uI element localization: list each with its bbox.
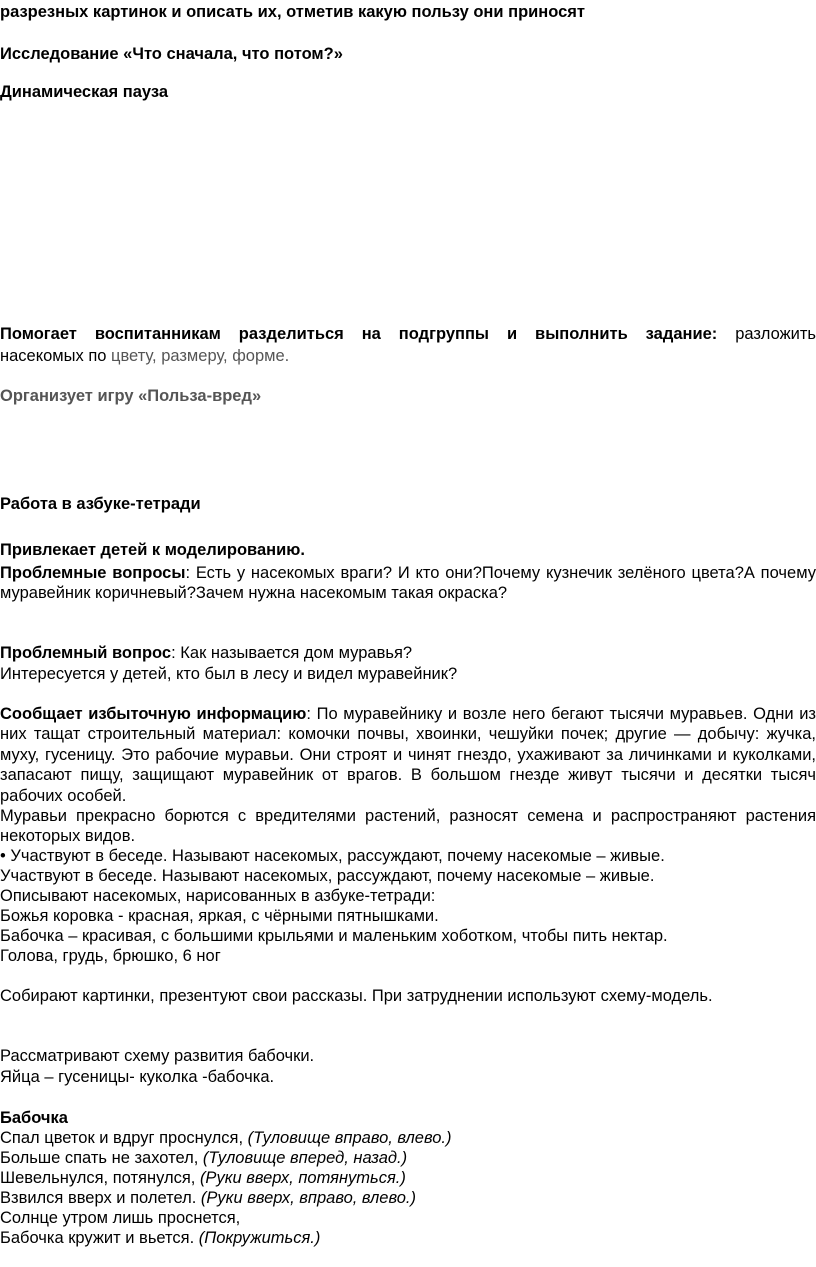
poem-line <box>0 1128 816 1148</box>
poem-line-action: (Руки вверх, потянуться.) <box>199 1169 406 1187</box>
subgroups-bold: Помогает воспитанникам разделиться на подгруппы и выполнить задание: <box>0 325 718 343</box>
heading-research: Исследование «Что сначала, что потом?» <box>0 45 343 63</box>
children-line: Бабочка – красивая, с большими крыльями и маленьким хоботком, чтобы пить нектар. <box>0 927 668 945</box>
poem-line-action: (Покружиться.) <box>198 1229 321 1247</box>
children-line: Собирают картинки, презентуют свои рассказы. При затруднении используют схему-модель. <box>0 987 713 1005</box>
children-line: Участвуют в беседе. Называют насекомых, рассуждают, почему насекомые – живые. <box>0 867 655 885</box>
poem-line <box>0 1148 816 1168</box>
children-line: Рассматривают схему развития бабочки. <box>0 1047 315 1065</box>
children-line: Описывают насекомых, нарисованных в азбуке-тетради: <box>0 887 436 905</box>
poem-line-text: Спал цветок и вдруг проснулся, <box>0 1129 248 1147</box>
extra-info-label: Сообщает избыточную информацию <box>0 705 307 723</box>
poem-line-text: Шевельнулся, потянулся, <box>0 1169 200 1187</box>
problem-question-label: Проблемный вопрос <box>0 644 172 662</box>
heading-dynamic-pause: Динамическая пауза <box>0 83 169 101</box>
subgroups-text: насекомых по <box>0 347 112 365</box>
children-line: Яйца – гусеницы- куколка -бабочка. <box>0 1068 275 1086</box>
extra-info-text: : По муравейнику и возле него бегают тысячи муравьев. Одни из них тащат строительный материал: комочки почвы, хвоинки, чешуйки почек; другие — добычу: жучка, муху, гусеницу. Это рабочие муравьи. Они строят и чинят гнездо, ухаживают за личинками и куколками, запасают пищу, защищают муравейник от врагов. В большом гнезде живут тысячи и десятки тысяч рабочих особей. <box>0 705 816 805</box>
text-line: разрезных картинок и описать их, отметив какую пользу они приносят <box>0 3 586 21</box>
poem-line-text: Бабочка кружит и вьется. <box>0 1229 199 1247</box>
heading-workbook: Работа в азбуке-тетради <box>0 495 201 513</box>
poem-line <box>0 1228 816 1248</box>
bullet-icon: • <box>0 847 6 865</box>
modeling-text: Привлекает детей к моделированию. <box>0 541 305 559</box>
problem-question-line <box>0 643 816 663</box>
subgroups-text: разложить <box>717 325 816 343</box>
poem-line-text: Взвился вверх и полетел. <box>0 1189 201 1207</box>
subgroups-paragraph-line2 <box>0 346 816 366</box>
heading-game: Организует игру «Польза-вред» <box>0 387 262 405</box>
children-line <box>0 846 816 866</box>
children-line: Голова, грудь, брюшко, 6 ног <box>0 947 221 965</box>
poem-line <box>0 1188 816 1208</box>
children-line: Божья коровка - красная, яркая, с чёрными пятнышками. <box>0 907 439 925</box>
extra-info-paragraph <box>0 704 816 806</box>
poem-title: Бабочка <box>0 1109 68 1127</box>
problem-questions-label: Проблемные вопросы <box>0 564 186 582</box>
poem-line-action: (Руки вверх, вправо, влево.) <box>200 1189 416 1207</box>
extra-info-paragraph-2: Муравьи прекрасно борются с вредителями растений, разносят семена и распространяют растения некоторых видов. <box>0 807 816 846</box>
problem-question-followup: Интересуется у детей, кто был в лесу и видел муравейник? <box>0 665 458 683</box>
poem-line-text: Солнце утром лишь проснется, <box>0 1209 241 1227</box>
children-text: Участвуют в беседе. Называют насекомых, рассуждают, почему насекомые – живые. <box>5 847 665 865</box>
subgroups-criteria: цвету, размеру, форме. <box>111 347 290 365</box>
poem-line <box>0 1168 816 1188</box>
poem-line <box>0 1208 816 1228</box>
poem-line-action: (Туловище вперед, назад.) <box>202 1149 408 1167</box>
problem-questions-text: : Есть у насекомых враги? И кто они?Почему кузнечик зелёного цвета?А почему муравейник коричневый?Зачем нужна насекомым такая окраска? <box>0 564 816 603</box>
poem-line-text: Больше спать не захотел, <box>0 1149 203 1167</box>
problem-questions-paragraph <box>0 563 816 604</box>
poem-line-action: (Туловище вправо, влево.) <box>247 1129 452 1147</box>
problem-question-text: : Как называется дом муравья? <box>171 644 413 662</box>
subgroups-paragraph-line1 <box>0 324 816 344</box>
